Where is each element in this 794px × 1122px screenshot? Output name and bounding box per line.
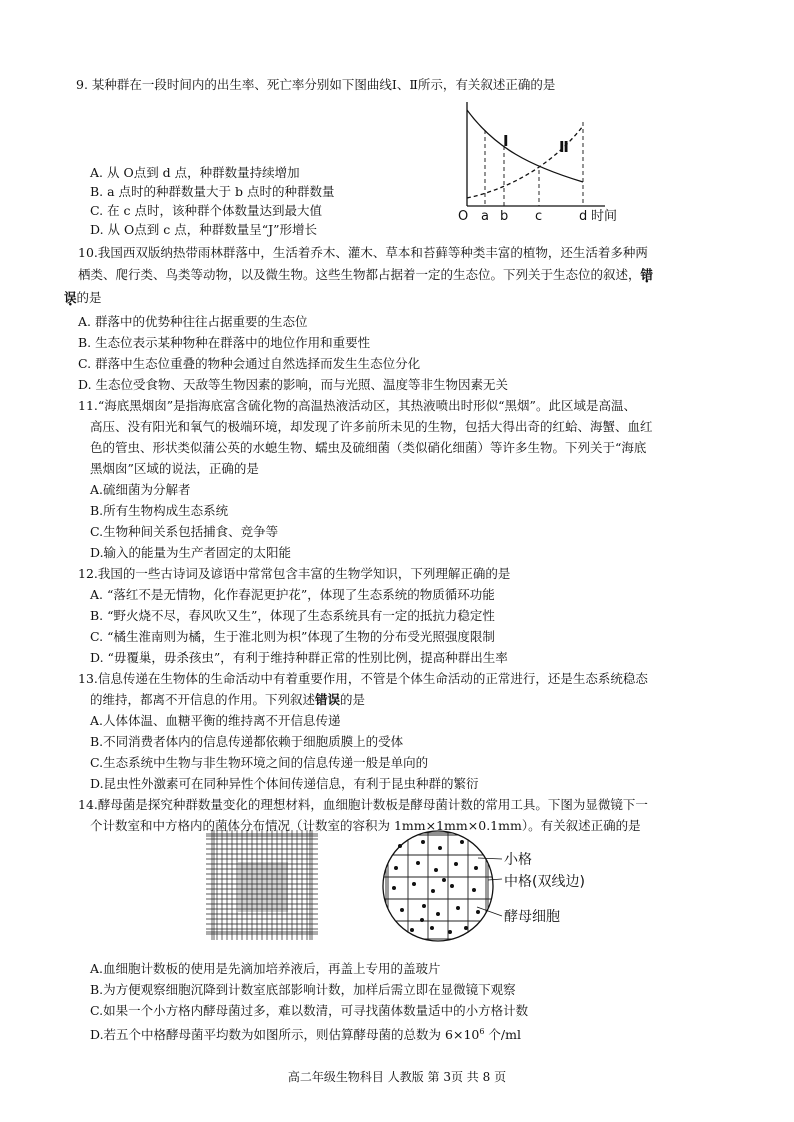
q14-option-c: C.如果一个小方格内酵母菌过多，难以数清，可寻找菌体数量适中的小方格计数 [90, 1003, 529, 1018]
q9-tick-a: a [481, 209, 489, 224]
q13-option-c: C.生态系统中生物与非生物环境之间的信息传递一般是单向的 [90, 755, 429, 770]
q9-birth-death-graph [455, 98, 645, 228]
yeast-cell-label: 酵母细胞 [504, 909, 560, 925]
q14-option-d-text: D.若五个中格酵母菌平均数为如图所示，则估算酵母菌的总数为 6×10 [90, 1027, 480, 1043]
q9-option-c: C. 在 c 点时，该种群个体数量达到最大值 [90, 203, 323, 218]
q10-emphasis-1: 错 [640, 267, 654, 282]
q11-option-b: B.所有生物构成生态系统 [90, 503, 229, 518]
q13-option-a: A.人体体温、血糖平衡的维持离不开信息传递 [90, 713, 341, 728]
q12-option-b: B. “野火烧不尽，春风吹又生”，体现了生态系统具有一定的抵抗力稳定性 [90, 608, 495, 623]
q14-option-d-exponent: 6 [479, 1027, 485, 1036]
q9-curve1-label: Ⅰ [503, 132, 509, 150]
q14-option-a: A.血细胞计数板的使用是先滴加培养液后，再盖上专用的盖玻片 [90, 961, 441, 976]
page-footer: 高二年级生物科目 人教版 第 3页 共 8 页 [287, 1070, 507, 1084]
q11-option-a: A.硫细菌为分解者 [90, 482, 191, 497]
q9-option-b: B. a 点时的种群数量大于 b 点时的种群数量 [90, 184, 335, 199]
q10-line2 [78, 266, 653, 284]
q13-line2-start: 的维持，都离不开信息的作用。下列叙述 [90, 692, 316, 707]
q11-option-d: D.输入的能量为生产者固定的太阳能 [90, 545, 292, 560]
q9-tick-o: O [458, 209, 469, 224]
q11-line1: 11.“海底黑烟囱”是指海底富含硫化物的高温热液活动区，其热液喷出时形似“黑烟”。此区域是高温、 [78, 398, 636, 413]
q14-option-d-unit: 个/ml [484, 1027, 521, 1043]
medium-square-label: 中格(双线边) [504, 874, 585, 890]
q13-line1: 13.信息传递在生物体的生命活动中有着重要作用，不管是个体生命活动的正常进行，还是生态系统稳态 [78, 671, 648, 686]
q12-stem: 12.我国的一些古诗词及谚语中常常包含丰富的生物学知识，下列理解正确的是 [78, 566, 511, 581]
q10-option-b: B. 生态位表示某种物种在群落中的地位作用和重要性 [78, 335, 371, 350]
q14-line1: 14.酵母菌是探究种群数量变化的理想材料，血细胞计数板是酵母菌计数的常用工具。下图为显微镜下一 [78, 797, 648, 812]
q10-line3 [64, 289, 102, 307]
q10-option-d: D. 生态位受食物、天敌等生物因素的影响，而与光照、温度等非生物因素无关 [78, 377, 509, 392]
q14-line2: 个计数室和中方格内的菌体分布情况（计数室的容积为 1mm×1mm×0.1mm）。有关叙述正确的是 [90, 818, 641, 833]
q9-curve2-label: Ⅱ [559, 138, 569, 156]
counting-chamber-grid [200, 828, 325, 946]
q11-line4: 黑烟囱”区域的说法，正确的是 [90, 461, 259, 476]
q10-option-a: A. 群落中的优势种往往占据重要的生态位 [78, 314, 308, 329]
q9-tick-c: c [535, 209, 543, 224]
q9-option-a: A. 从 O点到 d 点，种群数量持续增加 [90, 165, 300, 180]
q13-option-d: D.昆虫性外激素可在同种异性个体间传递信息，有利于昆虫种群的繁衍 [90, 776, 479, 791]
q12-option-d: D. “毋覆巢，毋杀孩虫”，有利于维持种群正常的性别比例，提高种群出生率 [90, 650, 508, 665]
q11-line3: 色的管虫、形状类似蒲公英的水螅生物、蠕虫及硫细菌（类似硝化细菌）等许多生物。下列关于“海底 [90, 440, 647, 455]
q10-option-c: C. 群落中生态位重叠的物种会通过自然选择而发生生态位分化 [78, 356, 421, 371]
q13-line2-end: 的是 [340, 692, 366, 707]
q13-emphasis: 错误 [315, 692, 341, 707]
q9-tick-d: d [579, 209, 588, 224]
q11-option-c: C.生物种间关系包括捕食、竞争等 [90, 524, 279, 539]
q10-line3-text: 的是 [76, 290, 102, 305]
q12-option-a: A. “落红不是无情物，化作春泥更护花”，体现了生态系统的物质循环功能 [90, 587, 495, 602]
q9-tick-b: b [500, 209, 509, 224]
q12-option-c: C. “橘生淮南则为橘，生于淮北则为枳”体现了生物的分布受光照强度限制 [90, 629, 495, 644]
q10-line2-text: 栖类、爬行类、鸟类等动物，以及微生物。这些生物都占据着一定的生态位。下列关于生态位的叙述， [78, 267, 641, 282]
q9-option-d: D. 从 O点到 c 点，种群数量呈“J”形增长 [90, 222, 317, 237]
q10-emphasis-2: 误 [64, 290, 77, 305]
q13-option-b: B.不同消费者体内的信息传递都依赖于细胞质膜上的受体 [90, 734, 404, 749]
q11-line2: 高压、没有阳光和氧气的极端环境，却发现了许多前所未见的生物，包括大得出奇的红蛤、海蟹、血红 [90, 419, 653, 434]
q9-xlabel: 时间 [591, 209, 618, 224]
small-square-label: 小格 [504, 852, 532, 868]
q13-line2 [90, 691, 365, 709]
q9-stem: 9. 某种群在一段时间内的出生率、死亡率分别如下图曲线Ⅰ、Ⅱ所示，有关叙述正确的是 [76, 77, 556, 92]
q10-line1: 10.我国西双版纳热带雨林群落中，生活着乔木、灌木、草本和苔藓等种类丰富的植物，还生活着多种两 [78, 245, 648, 260]
medium-square-diagram [378, 828, 618, 948]
q14-option-d [90, 1023, 521, 1044]
q14-option-b: B.为方便观察细胞沉降到计数室底部影响计数，加样后需立即在显微镜下观察 [90, 982, 516, 997]
